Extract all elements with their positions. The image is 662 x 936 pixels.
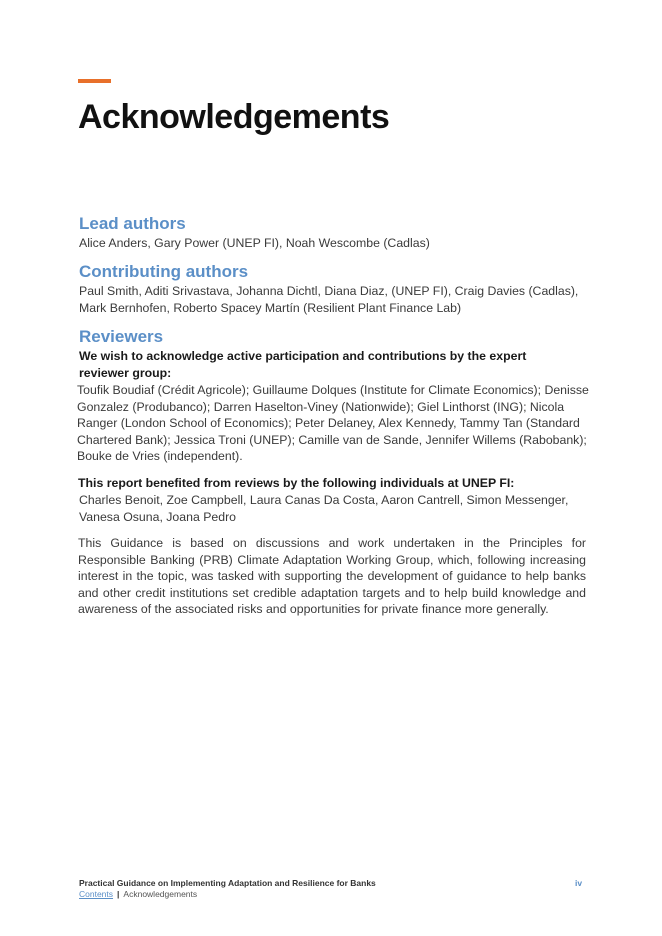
reviewers-names: Toufik Boudiaf (Crédit Agricole); Guillaume Dolques (Institute for Climate Economics); Denisse Gonzalez (Produbanco); Darren Haselton-Viney (Nationwide); Giel Linthorst (ING); Nicola Ranger (London School of Economics); Peter Delaney, Alex Kennedy, Tammy Tan (Standard Chartered Bank); Jessica Troni (UNEP); Camille van de Sande, Jennifer Willems (Rabobank); Bouke de Vries (independent). <box>77 383 589 463</box>
unep-reviewers-intro: This report benefited from reviews by the following individuals at UNEP FI: <box>78 476 515 490</box>
contents-link[interactable]: Contents <box>79 889 114 899</box>
contributing-authors-heading: Contributing authors <box>79 262 249 281</box>
closing-paragraph: This Guidance is based on discussions and work undertaken in the Principles for Responsible Banking (PRB) Climate Adaptation Working Group, which, following increasing interest in the topic, was tasked with supporting the development of guidance to help banks and other credit institutions set credible adaptation targets and to help build knowledge and awareness of the associated risks and opportunities for private finance more generally. <box>78 536 586 616</box>
footer-breadcrumb <box>79 889 197 899</box>
unep-reviewers-section <box>78 475 588 525</box>
page-title: Acknowledgements <box>78 98 390 136</box>
footer-page-number: iv <box>575 878 583 888</box>
breadcrumb-current: Acknowledgements <box>123 889 198 899</box>
lead-authors-heading: Lead authors <box>79 214 186 233</box>
lead-authors-text: Alice Anders, Gary Power (UNEP FI), Noah Wescombe (Cadlas) <box>79 236 430 250</box>
lead-authors-section <box>79 213 589 252</box>
contributing-authors-text: Paul Smith, Aditi Srivastava, Johanna Dichtl, Diana Diaz, (UNEP FI), Craig Davies (Cadlas), Mark Bernhofen, Roberto Spacey Martín (Resilient Plant Finance Lab) <box>79 284 579 315</box>
reviewers-section <box>79 326 589 465</box>
contributing-authors-section <box>79 261 589 316</box>
accent-bar <box>78 79 111 83</box>
closing-section <box>78 535 586 618</box>
reviewers-intro: We wish to acknowledge active participation and contributions by the expert reviewer group: <box>79 349 527 380</box>
unep-reviewers-names: Charles Benoit, Zoe Campbell, Laura Canas Da Costa, Aaron Cantrell, Simon Messenger, Vanesa Osuna, Joana Pedro <box>79 493 569 524</box>
breadcrumb-separator: | <box>117 889 120 899</box>
reviewers-heading: Reviewers <box>79 327 164 346</box>
footer-document-title: Practical Guidance on Implementing Adaptation and Resilience for Banks <box>79 878 376 888</box>
